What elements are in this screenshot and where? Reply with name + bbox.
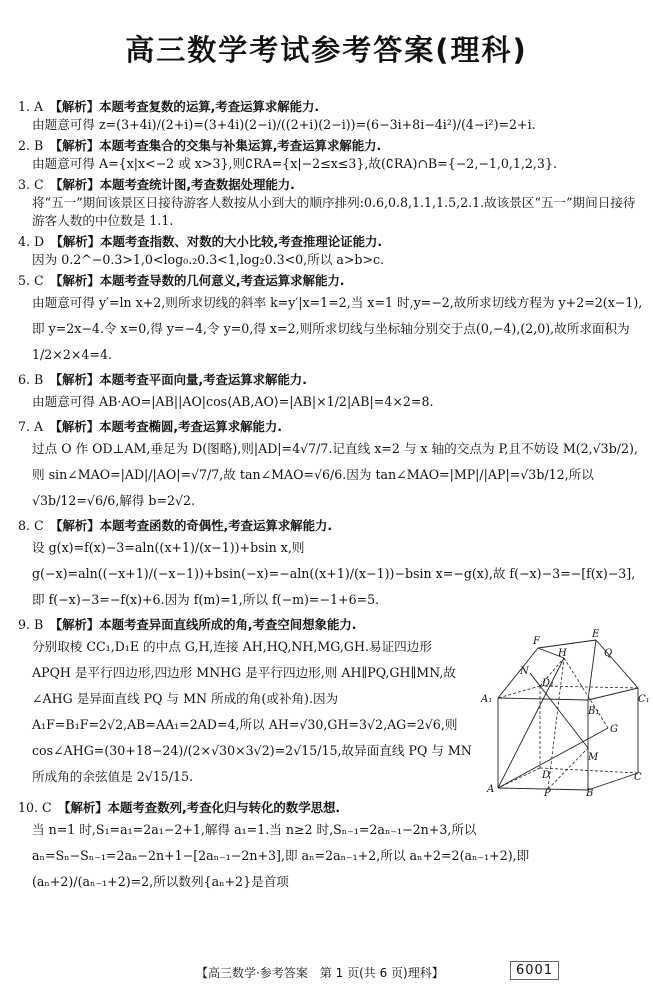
figure-label: B [586, 788, 594, 799]
question-number: 8. C [18, 518, 44, 533]
question-2 [18, 137, 646, 173]
figure-label: N [520, 666, 529, 677]
figure-label: D [542, 770, 551, 781]
figure-label: C₁ [638, 694, 650, 705]
question-number: 3. C [18, 177, 44, 192]
question-number: 1. A [18, 99, 44, 114]
figure-label: E [592, 629, 600, 640]
question-number: 2. B [18, 138, 44, 153]
question-solution: 当 n=1 时,S₁=a₁=2a₁−2+1,解得 a₁=1.当 n≥2 时,Sₙ₋₁=2aₙ₋₁−2n+3,所以 aₙ=Sₙ−Sₙ₋₁=2aₙ−2n+1−[2aₙ₋₁−2n+3],即 aₙ=2aₙ₋₁+2,所以 aₙ+2=2(aₙ₋₁+2),即 (aₙ+2)/(aₙ₋₁+2)=2,所以数列{aₙ+2}是首项 [32, 822, 534, 889]
figure-label: P [544, 788, 551, 799]
question-solution: 由题意可得 AB·AO=|AB||AO|cos⟨AB,AO⟩=|AB|×1/2|AB|=4×2=8. [32, 394, 434, 409]
question-5 [18, 272, 646, 368]
question-solution: 由题意可得 z=(3+4i)/(2+i)=(3+4i)(2−i)/((2+i)(2−i))=(6−3i+8i−4i²)/(4−i²)=2+i. [32, 117, 536, 132]
figure-label: M [588, 752, 599, 763]
figure-label: A [487, 784, 495, 795]
figure-label: B₁ [588, 706, 600, 717]
question-8 [18, 517, 646, 613]
question-solution: 设 g(x)=f(x)−3=aln((x+1)/(x−1))+bsin x,则 g(−x)=aln((−x+1)/(−x−1))+bsin(−x)=−aln((x+1)/(x−1))−bsin x=−g(x),故 f(−x)−3=−[f(x)−3],即 f(−x)−3=−f(x)+6.因为 f(m)=1,所以 f(−m)=−1+6=5. [32, 540, 636, 607]
question-7 [18, 418, 646, 514]
question-solution: 由题意可得 A={x|x<−2 或 x>3},则∁RA={x|−2≤x≤3},故(∁RA)∩B={−2,−1,0,1,2,3}. [32, 156, 557, 171]
question-number: 4. D [18, 234, 45, 249]
question-solution: 因为 0.2^−0.3>1,0<log₀.₂0.3<1,log₂0.3<0,所以 a>b>c. [32, 252, 385, 267]
question-number: 6. B [18, 372, 44, 387]
question-hint: 【解析】本题考查异面直线所成的角,考查空间想象能力. [55, 617, 357, 632]
question-number: 10. C [18, 800, 52, 815]
answer-list [18, 98, 650, 898]
figure-label: H [558, 648, 567, 659]
question-number: 7. A [18, 419, 44, 434]
question-10 [18, 799, 646, 895]
question-9 [18, 616, 650, 799]
page-title: 高三数学考试参考答案(理科) [125, 33, 528, 67]
question-hint: 【解析】本题考查导数的几何意义,考查运算求解能力. [56, 273, 345, 288]
question-hint: 【解析】本题考查指数、对数的大小比较,考查推理论证能力. [56, 234, 383, 249]
question-6 [18, 371, 646, 415]
question-3 [18, 176, 646, 230]
figure-label: Q [604, 648, 613, 659]
solid-geometry-figure [478, 628, 650, 799]
question-1 [18, 98, 646, 134]
question-hint: 【解析】本题考查统计图,考查数据处理能力. [56, 177, 295, 192]
figure-label: A₁ [481, 694, 493, 705]
question-number: 9. B [18, 617, 44, 632]
footer-text: 【高三数学·参考答案 第 1 页(共 6 页)理科】 [196, 966, 444, 980]
question-solution: 由题意可得 y′=ln x+2,则所求切线的斜率 k=y′|x=1=2,当 x=1 时,y=−2,故所求切线方程为 y+2=2(x−1),即 y=2x−4.令 x=0,得 y=−4,令 y=0,得 x=2,则所求切线与坐标轴分别交于点(0,−4),(2,0),故所求面积为 1/2×2×4=4. [32, 295, 643, 362]
document-code: 6001 [510, 961, 559, 980]
question-solution: 分别取棱 CC₁,D₁E 的中点 G,H,连接 AH,HQ,NH,MG,GH.易证四边形 APQH 是平行四边形,四边形 MNHG 是平行四边形,则 AH∥PQ,GH∥MN,故∠AHG 是异面直线 PQ 与 MN 所成的角(或补角).因为 A₁F=B₁F=2√2,AB=AA₁=2AD=4,所以 AH=√30,GH=3√2,AG=2√6,则 cos∠AHG=(30+18−24)/(2×√30×3√2)=2√15/15,故异面直线 PQ 与 MN 所成角的余弦值是 2√15/15. [32, 639, 476, 784]
question-solution: 过点 O 作 OD⊥AM,垂足为 D(图略),则|AD|=4√7/7.记直线 x=2 与 x 轴的交点为 P,且不妨设 M(2,√3b/2),则 sin∠MAO=|AD|/|AO|=√7/7,故 tan∠MAO=√6/6.因为 tan∠MAO=|MP|/|AP|=√3b/12,所以 √3b/12=√6/6,解得 b=2√2. [32, 441, 638, 508]
figure-label: G [610, 724, 618, 735]
figure-label: D₁ [542, 678, 555, 689]
question-4 [18, 233, 646, 269]
question-hint: 【解析】本题考查集合的交集与补集运算,考查运算求解能力. [55, 138, 382, 153]
figure-label: F [533, 636, 540, 647]
question-hint: 【解析】本题考查平面向量,考查运算求解能力. [55, 372, 307, 387]
question-hint: 【解析】本题考查函数的奇偶性,考查运算求解能力. [56, 518, 333, 533]
figure-label: C [634, 772, 642, 783]
question-hint: 【解析】本题考查数列,考查化归与转化的数学思想. [64, 800, 341, 815]
question-hint: 【解析】本题考查椭圆,考查运算求解能力. [55, 419, 282, 434]
question-number: 5. C [18, 273, 44, 288]
question-hint: 【解析】本题考查复数的运算,考查运算求解能力. [55, 99, 320, 114]
question-solution: 将“五一”期间该景区日接待游客人数按从小到大的顺序排列:0.6,0.8,1.1,1.5,2.1.故该景区“五一”期间日接待游客人数的中位数是 1.1. [32, 195, 636, 228]
page-footer [0, 961, 653, 983]
